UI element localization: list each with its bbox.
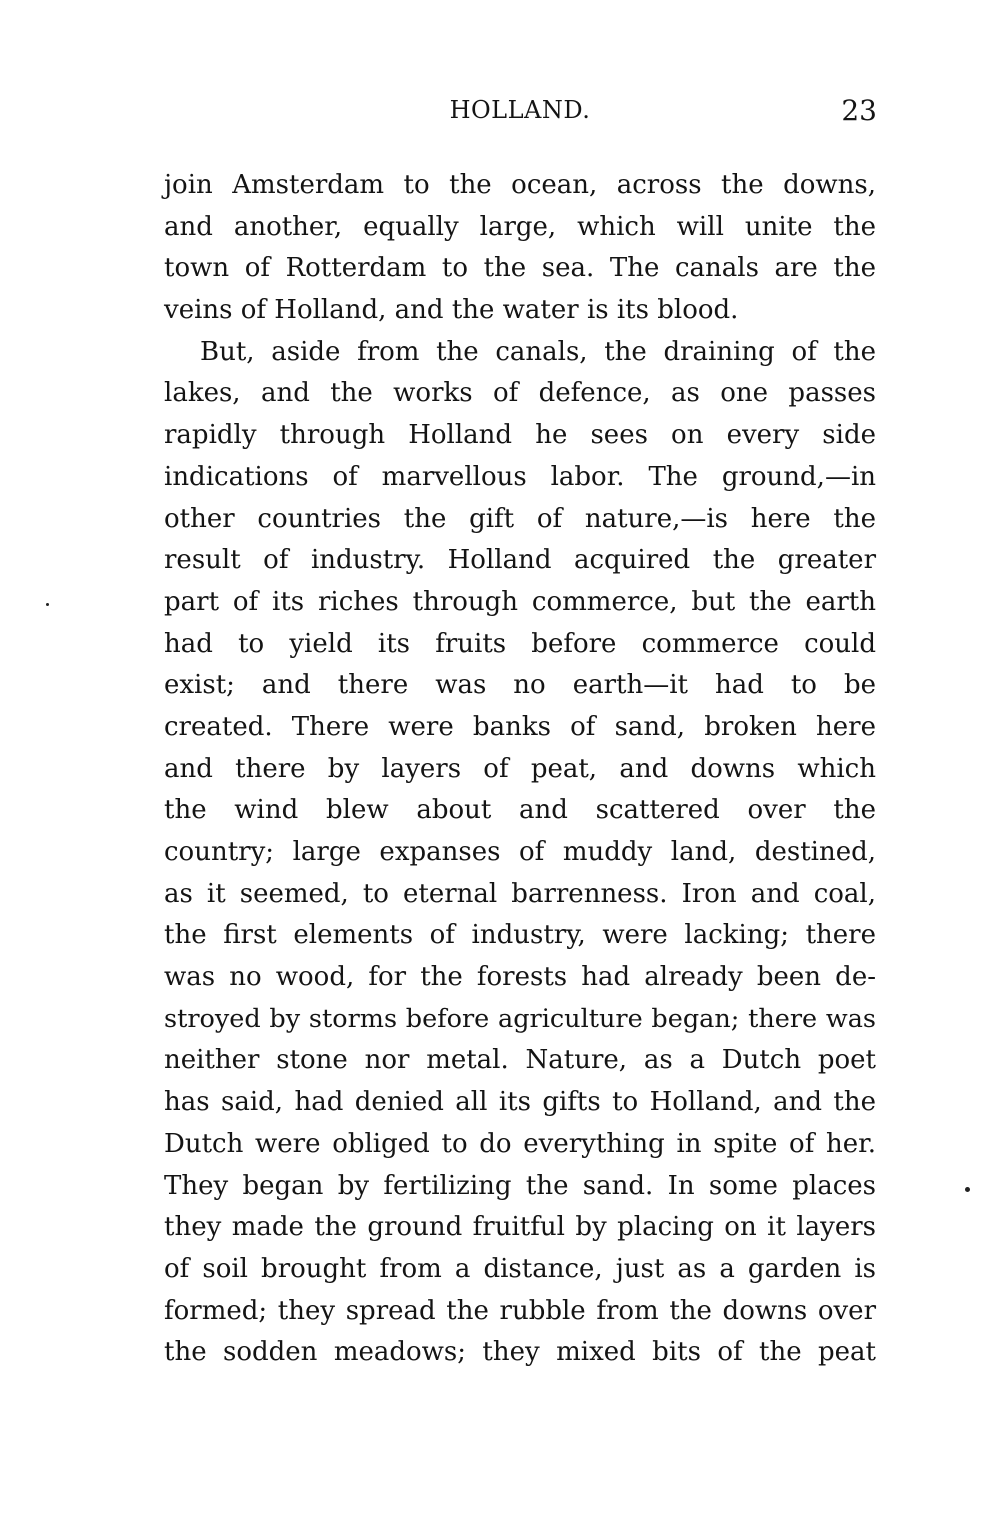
text-line: had to yield its fruits before commerce could [164, 628, 876, 659]
text-line: join Amsterdam to the ocean, across the downs, [164, 170, 876, 200]
text-line: stroyed by storms before agriculture began; there was [164, 1003, 876, 1034]
text-line: exist; and there was no earth—it had to be [164, 670, 876, 701]
text-line: Dutch were obliged to do everything in spite of her. [164, 1128, 876, 1159]
text-line: the first elements of industry, were lacking; there [164, 920, 876, 951]
text-line: was no wood, for the forests had already been de- [164, 962, 876, 993]
page-number: 23 [841, 94, 877, 127]
text-line: as it seemed, to eternal barrenness. Iron and coal, [164, 878, 876, 909]
text-line: indications of marvellous labor. The ground,—in [164, 461, 876, 492]
text-line: rapidly through Holland he sees on every side [164, 420, 876, 451]
running-title: HOLLAND. [449, 96, 591, 124]
text-line: they made the ground fruitful by placing on it layers [164, 1212, 876, 1243]
text-line: part of its riches through commerce, but the earth [164, 586, 876, 617]
text-line: of soil brought from a distance, just as a garden is [164, 1253, 876, 1284]
text-line: and there by layers of peat, and downs which [164, 753, 876, 784]
text-line: has said, had denied all its gifts to Holland, and the [164, 1087, 876, 1118]
text-line: town of Rotterdam to the sea. The canals are the [164, 253, 876, 284]
text-line: result of industry. Holland acquired the greater [164, 545, 876, 576]
text-line: They began by fertilizing the sand. In some places [164, 1170, 876, 1201]
text-line: But, aside from the canals, the draining of the [200, 336, 876, 367]
text-line: created. There were banks of sand, broken here [164, 711, 876, 742]
text-line: neither stone nor metal. Nature, as a Dutch poet [164, 1045, 876, 1076]
paragraph [164, 165, 876, 332]
ink-speck [46, 603, 49, 606]
text-line: lakes, and the works of defence, as one passes [164, 378, 876, 409]
text-line: the sodden meadows; they mixed bits of the peat [164, 1337, 876, 1368]
text-line: other countries the gift of nature,—is here the [164, 503, 876, 534]
text-line: veins of Holland, and the water is its blood. [164, 295, 739, 326]
text-line: and another, equally large, which will unite the [164, 211, 876, 242]
text-line: the wind blew about and scattered over the [164, 795, 876, 826]
text-line: country; large expanses of muddy land, destined, [164, 837, 876, 867]
body-text [164, 165, 876, 1374]
ink-speck [965, 1187, 970, 1192]
paragraph [164, 332, 876, 1374]
running-head [163, 96, 877, 132]
text-line: formed; they spread the rubble from the downs over [164, 1295, 876, 1326]
